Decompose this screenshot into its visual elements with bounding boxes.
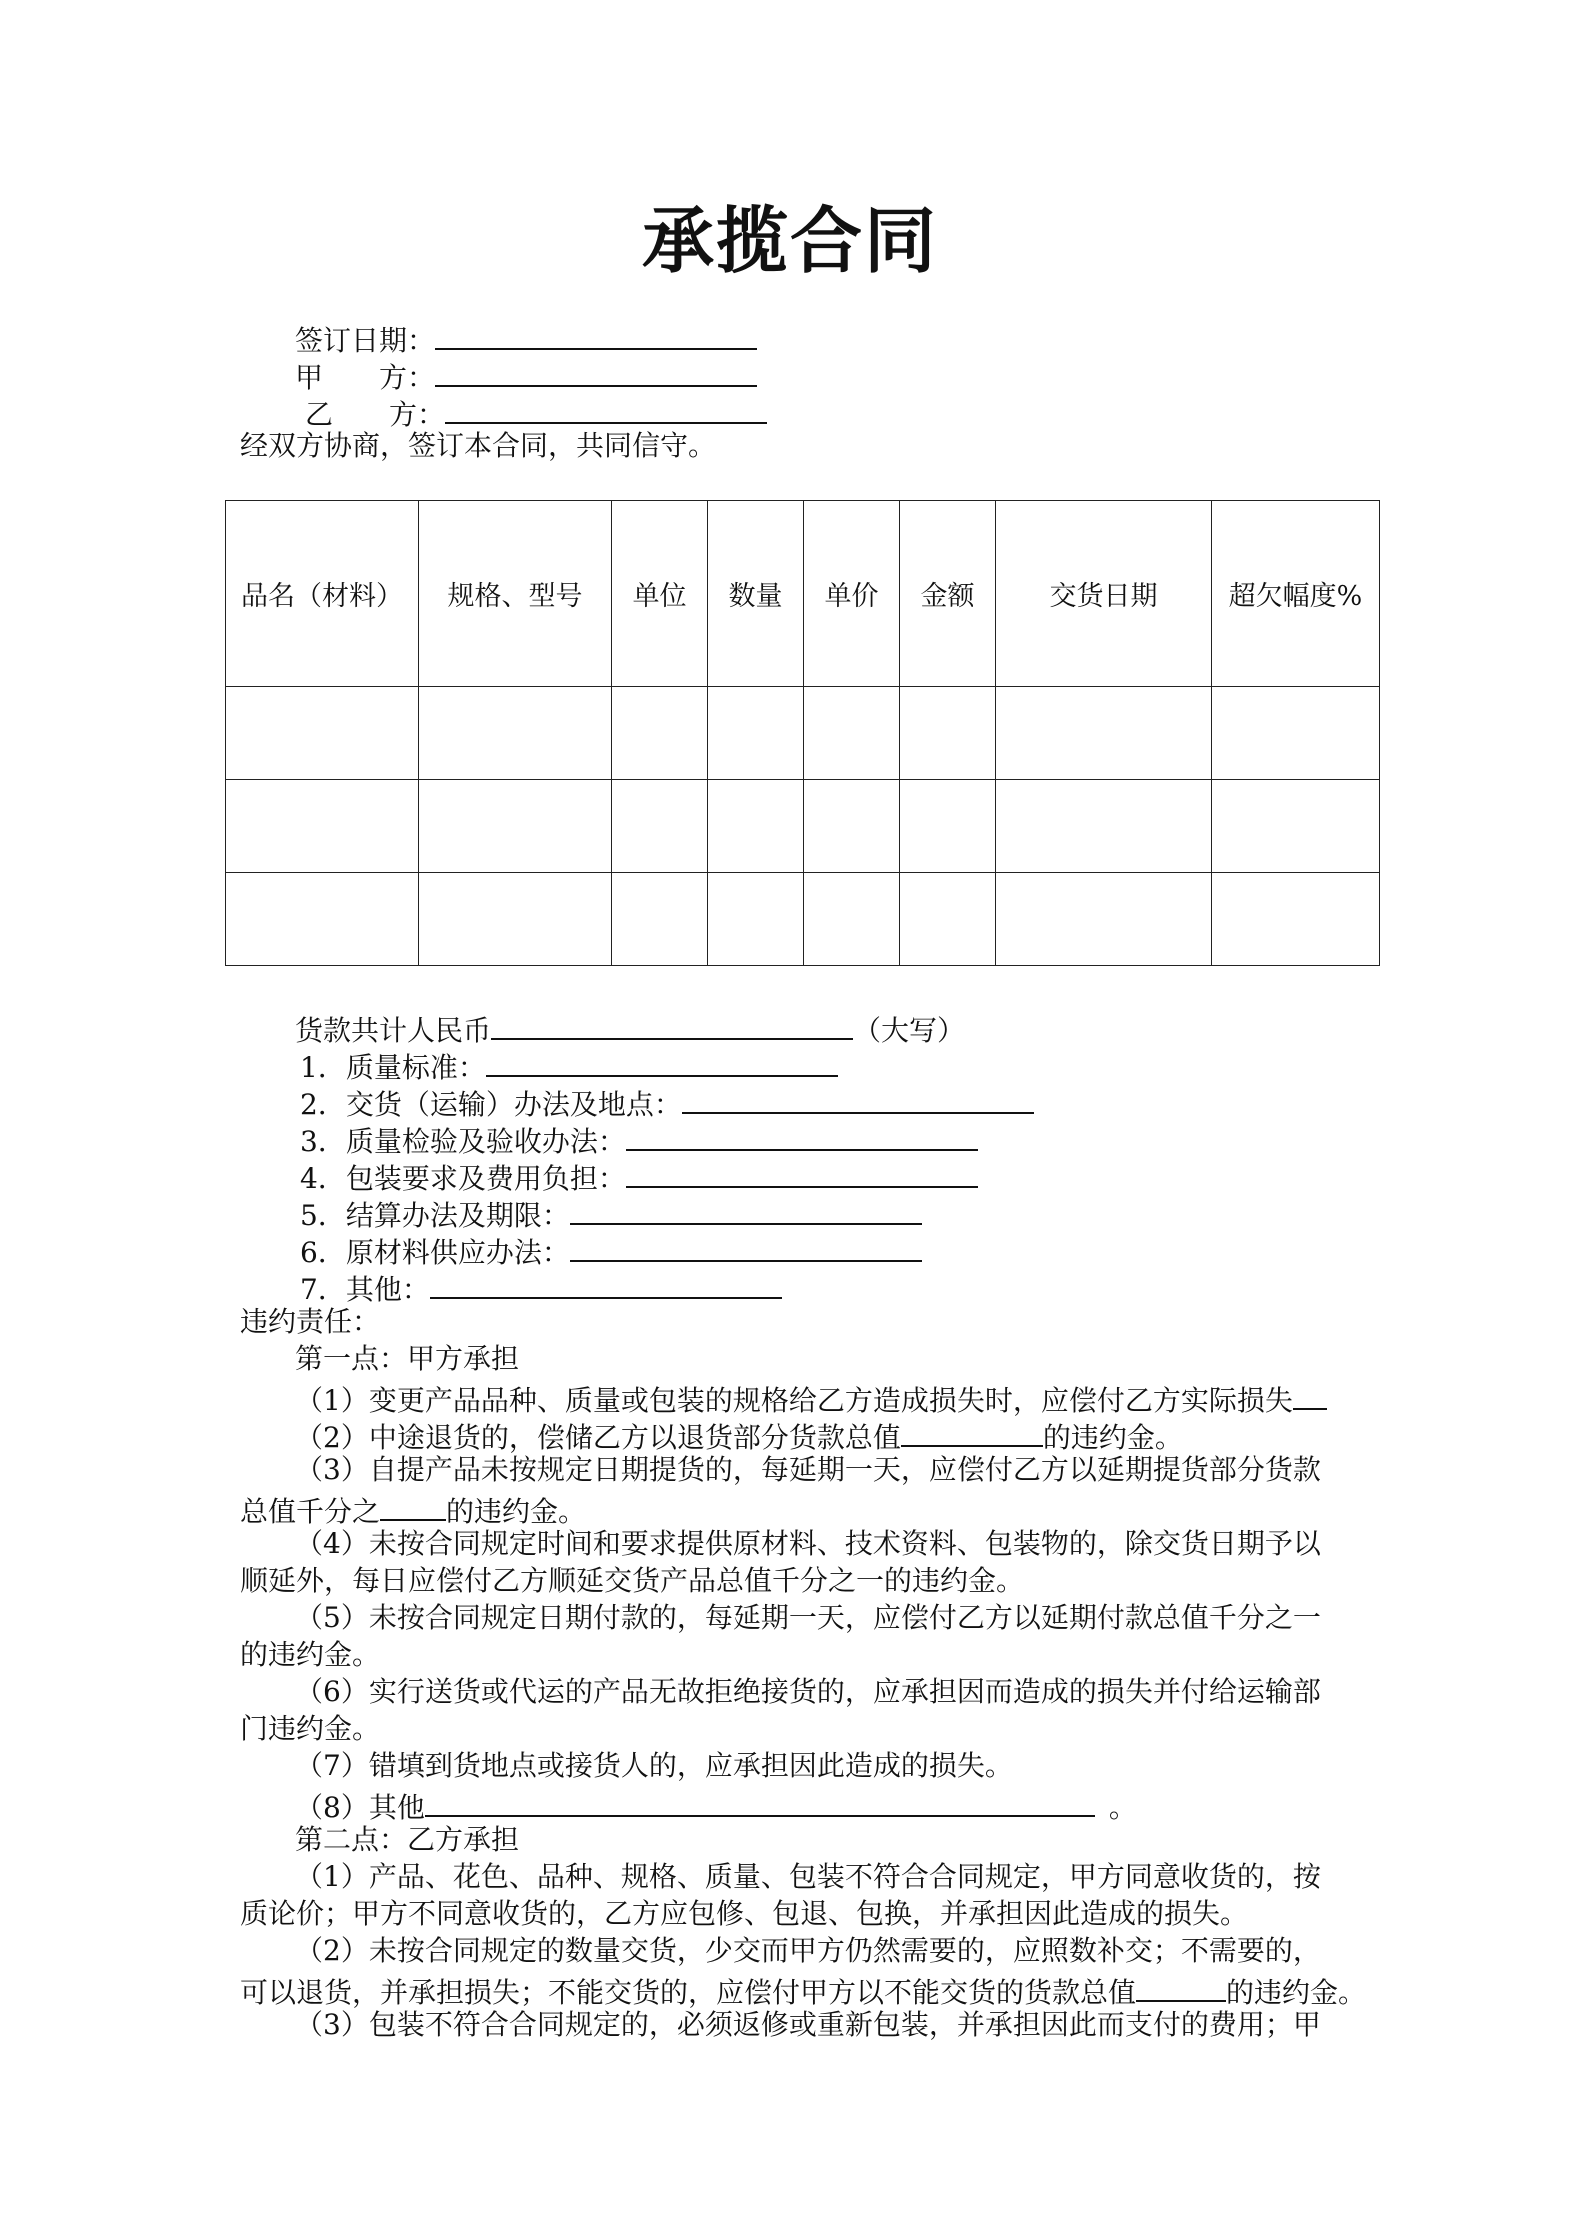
table-cell[interactable] [900,780,996,873]
table-cell[interactable] [1212,780,1380,873]
term-inspection [300,1119,978,1160]
table-cell[interactable] [419,780,612,873]
term-quality-standard [300,1045,838,1086]
term-packaging [300,1156,978,1197]
clause-b1-line2: 质论价；甲方不同意收货的，乙方应包修、包退、包换，并承担因此造成的损失。 [240,1897,1249,1930]
total-amount-label: 货款共计人民币 [295,1014,492,1047]
clause-b2-line2 [240,1970,1366,2011]
clause-text: 的违约金。 [1226,1976,1367,2009]
table-cell[interactable] [708,873,804,966]
term-label: 1．质量标准： [300,1051,486,1084]
table-cell[interactable] [900,687,996,780]
party-a-blank[interactable] [435,355,757,387]
total-amount-blank[interactable] [491,1008,853,1040]
clause-b1-line1: （1）产品、花色、品种、规格、质量、包装不符合合同规定，甲方同意收货的，按 [295,1860,1321,1893]
clause-b2-line1: （2）未按合同规定的数量交货，少交而甲方仍然需要的，应照数补交；不需要的， [295,1934,1321,1967]
table-cell[interactable] [804,687,900,780]
table-cell[interactable] [804,780,900,873]
clause-text: 的违约金。 [1042,1421,1183,1454]
clause-text: （1）变更产品品种、质量或包装的规格给乙方造成损失时，应偿付乙方实际损失 [295,1384,1293,1417]
clause-a3-line2 [240,1489,586,1530]
column-header: 金额 [900,501,996,687]
total-amount-row [295,1008,965,1049]
term-other [300,1267,782,1308]
party-b-label: 乙 方： [305,398,446,431]
table-cell[interactable] [1212,687,1380,780]
table-row [226,873,1380,966]
table-cell[interactable] [419,687,612,780]
clause-a6-line1: （6）实行送货或代运的产品无故拒绝接货的，应承担因而造成的损失并付给运输部 [295,1675,1321,1708]
table-header-row [226,501,1380,687]
term-label: 6．原材料供应办法： [300,1236,570,1269]
clause-blank[interactable] [425,1785,1095,1817]
clause-b3-line1: （3）包装不符合合同规定的，必须返修或重新包装，并承担因此而支付的费用；甲 [295,2008,1321,2041]
table-cell[interactable] [226,780,419,873]
table-cell[interactable] [804,873,900,966]
page-title: 承揽合同 [641,198,938,283]
term-blank[interactable] [430,1267,782,1299]
table-cell[interactable] [419,873,612,966]
column-header: 单价 [804,501,900,687]
clause-blank[interactable] [380,1489,446,1521]
column-header: 交货日期 [996,501,1212,687]
party-a-liability-heading: 第一点：甲方承担 [295,1342,520,1375]
clause-text: （2）中途退货的，偿储乙方以退货部分货款总值 [295,1421,901,1454]
total-amount-suffix: （大写） [853,1014,966,1047]
term-label: 7．其他： [300,1273,430,1306]
clause-blank[interactable] [1136,1970,1226,2002]
clause-text: 。 [1108,1791,1137,1824]
goods-table [225,500,1380,966]
table-cell[interactable] [226,687,419,780]
term-label: 3．质量检验及验收办法： [300,1125,626,1158]
table-cell[interactable] [996,780,1212,873]
party-a-row [295,355,757,396]
table-cell[interactable] [612,873,708,966]
term-blank[interactable] [626,1119,978,1151]
liability-heading: 违约责任： [240,1305,381,1338]
table-cell[interactable] [996,687,1212,780]
table-row [226,687,1380,780]
intro-text: 经双方协商，签订本合同，共同信守。 [240,429,717,462]
term-delivery [300,1082,1034,1123]
clause-text: （8）其他 [295,1791,425,1824]
term-blank[interactable] [570,1193,922,1225]
column-header: 规格、型号 [419,501,612,687]
clause-a7: （7）错填到货地点或接货人的，应承担因此造成的损失。 [295,1749,1013,1782]
clause-a5-line2: 的违约金。 [240,1638,381,1671]
party-b-blank[interactable] [445,392,767,424]
table-cell[interactable] [226,873,419,966]
table-cell[interactable] [612,780,708,873]
column-header: 单位 [612,501,708,687]
clause-text: 的违约金。 [446,1495,587,1528]
term-blank[interactable] [570,1230,922,1262]
table-row [226,780,1380,873]
clause-a1 [295,1378,1327,1419]
table-cell[interactable] [996,873,1212,966]
column-header: 数量 [708,501,804,687]
clause-a4-line1: （4）未按合同规定时间和要求提供原材料、技术资料、包装物的，除交货日期予以 [295,1527,1321,1560]
clause-a6-line2: 门违约金。 [240,1712,381,1745]
clause-blank[interactable] [1293,1378,1327,1410]
clause-blank[interactable] [901,1415,1043,1447]
clause-a8 [295,1785,1137,1826]
term-blank[interactable] [682,1082,1034,1114]
term-label: 4．包装要求及费用负担： [300,1162,626,1195]
term-blank[interactable] [486,1045,838,1077]
clause-a5-line1: （5）未按合同规定日期付款的，每延期一天，应偿付乙方以延期付款总值千分之一 [295,1601,1321,1634]
sign-date-label: 签订日期： [295,324,436,357]
term-materials [300,1230,922,1271]
clause-a4-line2: 顺延外，每日应偿付乙方顺延交货产品总值千分之一的违约金。 [240,1564,1025,1597]
term-settlement [300,1193,922,1234]
term-label: 5．结算办法及期限： [300,1199,570,1232]
clause-a2 [295,1415,1183,1456]
table-cell[interactable] [900,873,996,966]
column-header: 品名（材料） [226,501,419,687]
table-cell[interactable] [708,687,804,780]
clause-a3-line1: （3）自提产品未按规定日期提货的，每延期一天，应偿付乙方以延期提货部分货款 [295,1453,1321,1486]
clause-text: 可以退货，并承担损失；不能交货的，应偿付甲方以不能交货的货款总值 [240,1976,1137,2009]
party-a-label: 甲 方： [295,361,436,394]
sign-date-blank[interactable] [435,318,757,350]
table-cell[interactable] [708,780,804,873]
party-b-liability-heading: 第二点：乙方承担 [295,1823,520,1856]
table-cell[interactable] [1212,873,1380,966]
term-blank[interactable] [626,1156,978,1188]
table-cell[interactable] [612,687,708,780]
clause-text: 总值千分之 [240,1495,381,1528]
column-header: 超欠幅度% [1212,501,1380,687]
term-label: 2．交货（运输）办法及地点： [300,1088,682,1121]
sign-date-row [295,318,757,359]
party-b-row [305,392,767,433]
